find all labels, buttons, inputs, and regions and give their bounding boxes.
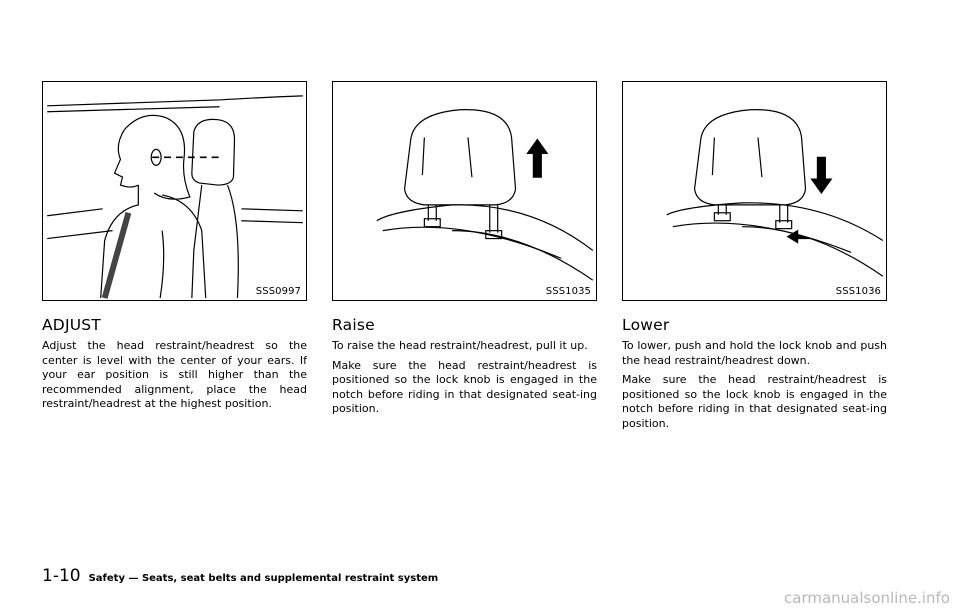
figure-lower xyxy=(622,81,887,301)
figure-adjust xyxy=(42,81,307,301)
figure-raise xyxy=(332,81,597,301)
paragraph: To lower, push and hold the lock knob and push the head restraint/headrest down. xyxy=(622,339,887,367)
section-heading: ADJUST xyxy=(42,316,101,334)
paragraph: Adjust the head restraint/headrest so the center is level with the center of your ears. If your ear position is still higher than the recommended alignment, place the head restraint/headrest at the highest position. xyxy=(42,339,307,411)
footer-section-title: Safety — Seats, seat belts and supplemental restraint system xyxy=(88,573,439,584)
adjust-illustration xyxy=(43,82,306,300)
section-adjust xyxy=(42,316,307,417)
section-raise xyxy=(332,316,597,422)
page-number: 1-10 xyxy=(42,566,81,586)
paragraph: To raise the head restraint/headrest, pull it up. xyxy=(332,339,588,352)
figure-code: SSS1035 xyxy=(545,286,591,297)
raise-illustration xyxy=(333,82,596,300)
figure-code: SSS1036 xyxy=(835,286,881,297)
section-heading: Raise xyxy=(332,316,375,334)
watermark: carmanualsonline.info xyxy=(784,589,950,607)
section-lower xyxy=(622,316,887,437)
paragraph: Make sure the head restraint/headrest is positioned so the lock knob is engaged in the notch before riding in that designated seat-ing position. xyxy=(622,373,887,430)
figure-code: SSS0997 xyxy=(255,286,301,297)
paragraph: Make sure the head restraint/headrest is positioned so the lock knob is engaged in the notch before riding in that designated seat-ing position. xyxy=(332,358,597,416)
page-footer xyxy=(42,566,438,586)
lower-illustration xyxy=(623,82,886,300)
section-heading: Lower xyxy=(622,316,670,334)
